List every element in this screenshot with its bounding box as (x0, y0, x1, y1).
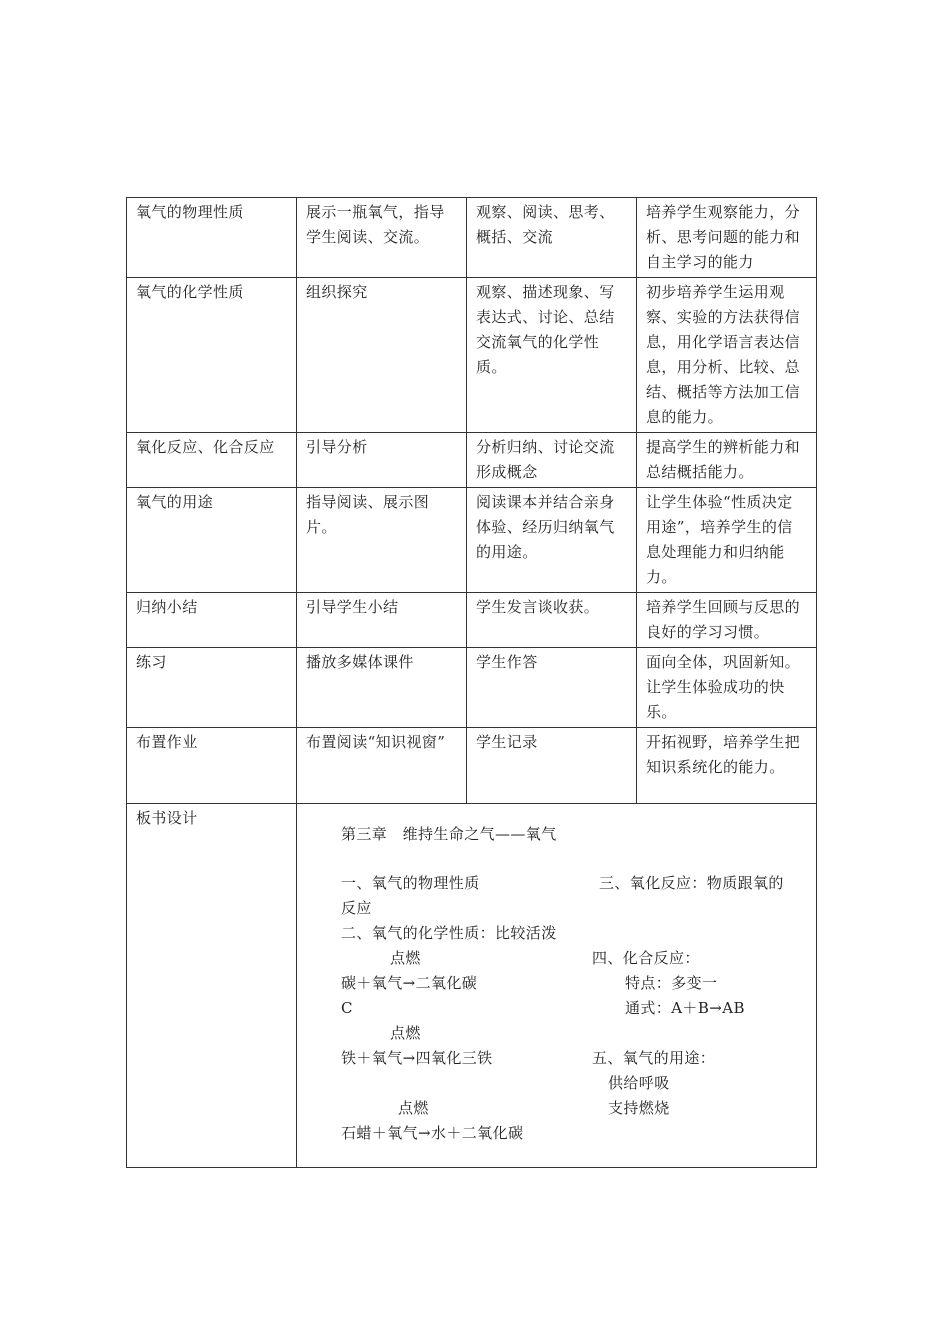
combination-formula: 通式：A＋B→AB (625, 999, 745, 1017)
purpose-cell: 开拓视野，培养学生把知识系统化的能力。 (637, 728, 817, 804)
topic-cell: 氧气的物理性质 (127, 198, 297, 278)
section-physical-properties: 一、氧气的物理性质 (341, 874, 480, 892)
combination-feature: 特点：多变一 (625, 974, 718, 992)
section-chemical-properties: 二、氧气的化学性质：比较活泼 (341, 924, 557, 942)
table-row (127, 648, 817, 728)
use-combustion: 支持燃烧 (608, 1099, 670, 1117)
board-design-content (297, 804, 815, 1166)
purpose-cell: 培养学生回顾与反思的良好的学习习惯。 (637, 593, 817, 648)
board-design-label: 板书设计 (127, 804, 297, 1168)
table-row (127, 593, 817, 648)
student-activity-cell: 观察、阅读、思考、概括、交流 (467, 198, 637, 278)
teacher-activity-cell: 展示一瓶氧气，指导学生阅读、交流。 (297, 198, 467, 278)
teacher-activity-cell: 布置阅读“知识视窗” (297, 728, 467, 804)
equation-carbon: 碳＋氧气→二氧化碳 (341, 974, 478, 992)
teacher-activity-cell: 引导分析 (297, 433, 467, 488)
teacher-activity-cell: 指导阅读、展示图片。 (297, 488, 467, 593)
purpose-cell: 初步培养学生运用观察、实验的方法获得信息，用化学语言表达信息，用分析、比较、总结、概括等方法加工信息的能力。 (637, 278, 817, 433)
use-respiration: 供给呼吸 (608, 1074, 670, 1092)
teacher-activity-cell: 播放多媒体课件 (297, 648, 467, 728)
reaction-condition: 点燃 (398, 1099, 429, 1117)
equation-iron: 铁＋氧气→四氧化三铁 (341, 1049, 493, 1067)
table-row (127, 433, 817, 488)
equation-carbon-symbol: C (341, 999, 353, 1017)
table-row (127, 278, 817, 433)
topic-cell: 氧化反应、化合反应 (127, 433, 297, 488)
table-row (127, 488, 817, 593)
student-activity-cell: 阅读课本并结合亲身体验、经历归纳氧气的用途。 (467, 488, 637, 593)
topic-cell: 氧气的用途 (127, 488, 297, 593)
topic-cell: 练习 (127, 648, 297, 728)
purpose-cell: 培养学生观察能力，分析、思考问题的能力和自主学习的能力 (637, 198, 817, 278)
purpose-cell: 面向全体，巩固新知。让学生体验成功的快乐。 (637, 648, 817, 728)
section-oxidation-cont: 反应 (341, 899, 372, 917)
reaction-condition: 点燃 (390, 1024, 421, 1042)
teacher-activity-cell: 组织探究 (297, 278, 467, 433)
topic-cell: 布置作业 (127, 728, 297, 804)
student-activity-cell: 学生作答 (467, 648, 637, 728)
board-design-row (127, 804, 817, 1168)
equation-paraffin: 石蜡＋氧气→水＋二氧化碳 (341, 1124, 524, 1142)
lesson-plan-table (126, 197, 817, 1168)
section-uses: 五、氧气的用途： (592, 1049, 716, 1067)
reaction-condition: 点燃 (390, 949, 421, 967)
student-activity-cell: 学生发言谈收获。 (467, 593, 637, 648)
purpose-cell: 让学生体验“性质决定用途”，培养学生的信息处理能力和归纳能力。 (637, 488, 817, 593)
topic-cell: 归纳小结 (127, 593, 297, 648)
topic-cell: 氧气的化学性质 (127, 278, 297, 433)
student-activity-cell: 观察、描述现象、写表达式、讨论、总结交流氧气的化学性质。 (467, 278, 637, 433)
student-activity-cell: 学生记录 (467, 728, 637, 804)
table-row (127, 198, 817, 278)
teacher-activity-cell: 引导学生小结 (297, 593, 467, 648)
section-oxidation: 三、氧化反应：物质跟氧的 (599, 874, 784, 892)
table-row (127, 728, 817, 804)
board-title: 第三章 维持生命之气——氧气 (341, 825, 557, 843)
section-combination-reaction: 四、化合反应： (592, 949, 700, 967)
student-activity-cell: 分析归纳、讨论交流形成概念 (467, 433, 637, 488)
purpose-cell: 提高学生的辨析能力和总结概括能力。 (637, 433, 817, 488)
board-design-cell (297, 804, 817, 1168)
